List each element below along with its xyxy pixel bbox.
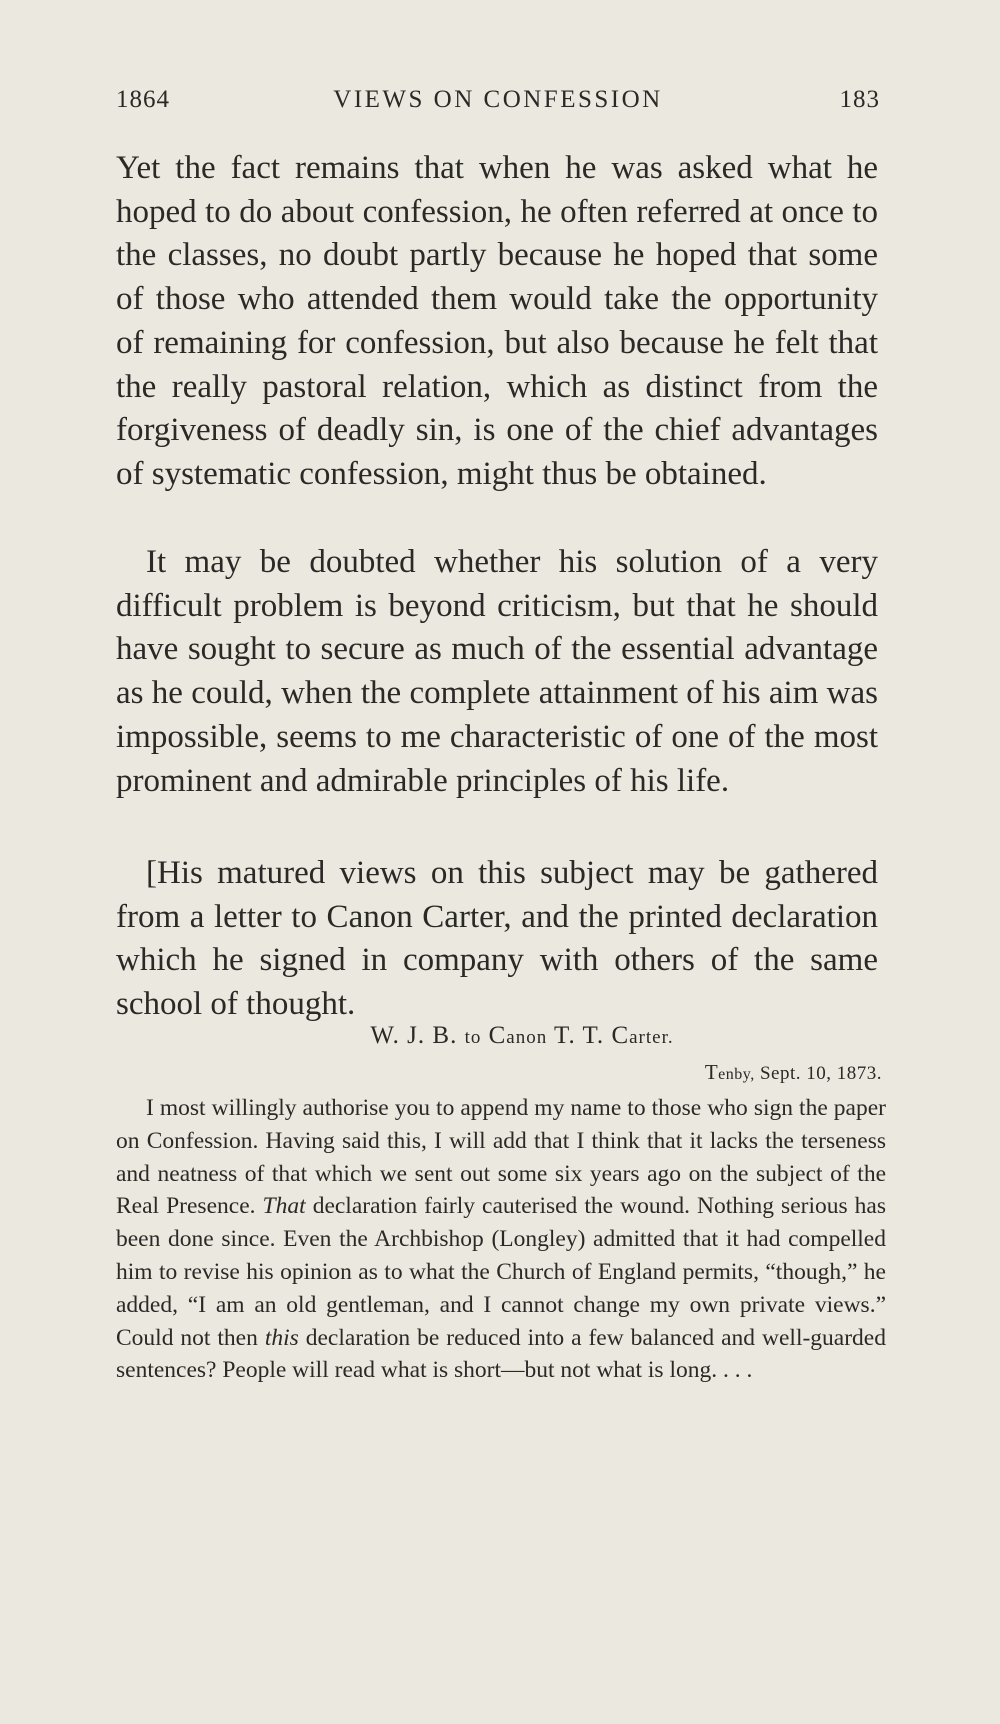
letter-text-segment: declaration be reduced into a few balanced and well-guarded sentences? People will read what is short—but not what is long. . . . — [116, 1324, 886, 1384]
letter-body — [116, 1092, 886, 1387]
dateline-date: Sept. 10, 1873. — [759, 1063, 882, 1084]
letter-text-segment: I most willingly authorise you to append my name to those who sign the paper on Confession. Having said this, I will add that I think that it lacks the terseness and neatness of that which we sent out some six years ago on the subject of the Real Presence. — [116, 1095, 886, 1220]
body-paragraph-3 — [116, 852, 878, 1027]
letter-emphasis: That — [262, 1193, 306, 1220]
body-paragraph-2 — [116, 541, 878, 803]
letter-text-segment: declaration fairly cauterised the wound. Nothing serious has been done since. Even the Archbishop (Longley) admitted that it had compelled him to revise his opinion as to what the Church of England permits, “though,” he added, “I am an old gentleman, and I cannot change my own private views.” Could not then — [116, 1193, 887, 1351]
paragraph-text: [His matured views on this subject may be gathered from a letter to Canon Carter, and the printed declaration which he signed in company with others of the same school of thought. — [116, 855, 878, 1023]
letter-surname: arter. — [629, 1027, 674, 1048]
dateline-place: enby, — [718, 1066, 755, 1083]
running-head-year: 1864 — [116, 86, 170, 113]
paragraph-text: Yet the fact remains that when he was asked what he hoped to do about confession, he often referred at once to the classes, no doubt partly because he hoped that some of those who attended them would take the opportunity of remaining for confession, but also because he felt that the really pastoral relation, which as distinct from the forgiveness of deadly sin, is one of the chief advantages of systematic confession, might thus be obtained. — [116, 150, 878, 492]
page-number: 183 — [839, 86, 880, 113]
running-head — [116, 86, 880, 120]
letter-heading — [116, 1022, 878, 1050]
letter-sender: W. J. B. — [370, 1022, 458, 1049]
dateline-place-initial: T — [704, 1060, 719, 1084]
paragraph-text: It may be doubted whether his solution of a very difficult problem is beyond criticism, but that he should have sought to secure as much of the essential advantage as he could, when the complete attainment of his aim was impossible, seems to me characteristic of one of the most prominent and admirable principles of his life. — [116, 544, 878, 799]
letter-dateline — [705, 1060, 882, 1085]
letter-surname-initial: C — [611, 1022, 630, 1049]
letter-recipient-title: anon — [506, 1027, 548, 1048]
body-paragraph-1 — [116, 147, 878, 497]
letter-to: to — [464, 1027, 482, 1048]
letter-recipient-initial: C — [488, 1022, 507, 1049]
letter-emphasis: this — [264, 1324, 299, 1351]
letter-recipient-initials: T. T. — [554, 1022, 605, 1049]
running-head-title: VIEWS ON CONFESSION — [333, 86, 663, 113]
